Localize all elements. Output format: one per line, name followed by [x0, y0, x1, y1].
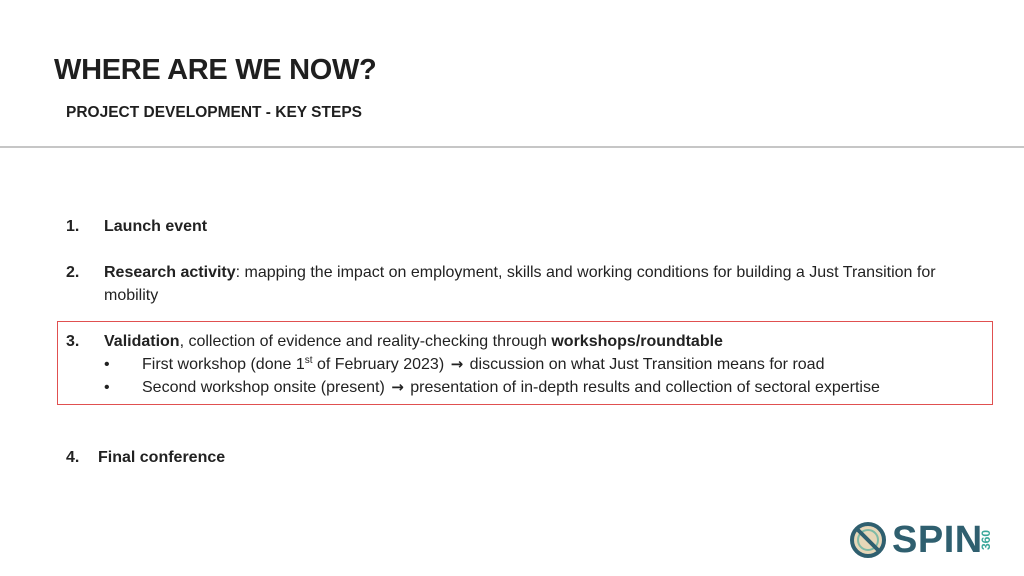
step-research-activity	[66, 261, 966, 309]
ordinal-suffix: st	[304, 355, 313, 366]
step-number: 3.	[66, 333, 80, 350]
step-number: 2.	[66, 264, 80, 281]
step-title: Launch event	[104, 218, 208, 235]
bullet-text-cont: of February 2023)	[312, 356, 449, 373]
step-launch-event	[66, 215, 966, 239]
bullet-second-workshop	[104, 376, 984, 399]
step-number: 4.	[66, 449, 80, 466]
step-description: , collection of evidence and reality-checking through	[179, 333, 552, 350]
bullet-text: Second workshop onsite (present)	[142, 379, 390, 396]
bullet-marker: •	[104, 379, 110, 396]
bullet-result: discussion on what Just Transition means for road	[465, 356, 825, 373]
bullet-text: First workshop (done 1	[142, 356, 305, 373]
header-divider	[0, 146, 1024, 148]
bullet-result: presentation of in-depth results and collection of sectoral expertise	[405, 379, 880, 396]
bullet-marker: •	[104, 356, 110, 373]
page-title: WHERE ARE WE NOW?	[54, 54, 377, 86]
step-number: 1.	[66, 218, 80, 235]
arrow-right-icon: →	[450, 355, 464, 373]
page-subtitle: PROJECT DEVELOPMENT - KEY STEPS	[66, 104, 362, 121]
step-validation	[66, 330, 986, 402]
arrow-right-icon: →	[391, 378, 404, 396]
step-description: : mapping the impact on employment, skills and working conditions for building a Just Transition for mobility	[104, 264, 936, 304]
spin360-logo	[848, 518, 998, 562]
step-title: Validation	[104, 333, 180, 350]
step-final-conference	[66, 446, 666, 470]
step-title: Research activity	[104, 264, 236, 281]
spin-logo-mark-icon	[848, 519, 888, 561]
step-emphasis: workshops/roundtable	[551, 333, 723, 350]
logo-wordmark: SPIN	[892, 519, 983, 561]
logo-number: 360	[979, 529, 993, 551]
step-title: Final conference	[98, 449, 226, 466]
bullet-first-workshop	[104, 353, 984, 376]
